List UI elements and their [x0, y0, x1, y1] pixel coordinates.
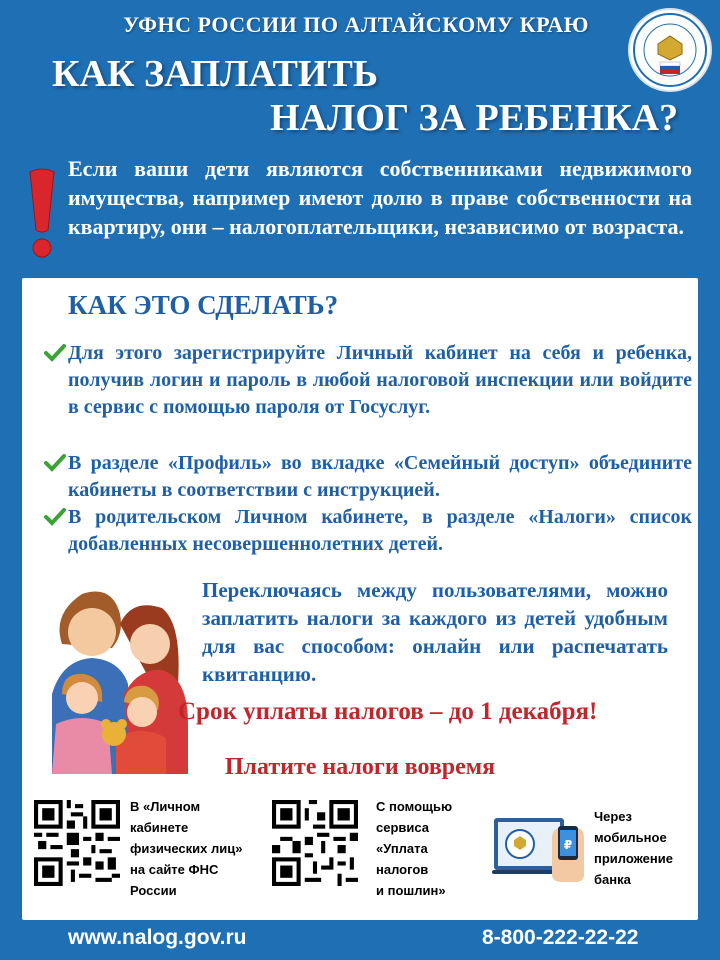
website-link[interactable]: www.nalog.gov.ru [68, 926, 247, 949]
step-item [44, 450, 692, 504]
step-text: Для этого зарегистрируйте Личный кабинет на себя и ребенка, получив логин и пароль в любой налоговой инспекции или войдите в сервис с помощью пароля от Госуслуг. [68, 342, 692, 418]
qr-code-icon [272, 800, 358, 886]
page-title-line-1: КАК ЗАПЛАТИТЬ [52, 53, 378, 95]
option-label-mobile-bank: Через мобильное приложение банка [594, 809, 673, 887]
check-icon [44, 508, 66, 526]
page-title-line-2: НАЛОГ ЗА РЕБЕНКА? [270, 97, 679, 139]
check-icon [44, 344, 66, 362]
step-item [44, 504, 692, 558]
check-icon [44, 454, 66, 472]
option-label-personal-account: В «Личном кабинете физических лиц» на сайте ФНС России [130, 799, 243, 898]
exclamation-icon [24, 168, 60, 260]
pay-on-time-text: Платите налоги вовремя [224, 754, 496, 780]
main-content-panel [22, 278, 698, 920]
switch-users-text: Переключаясь между пользователями, можно заплатить налоги за каждого из детей удобным для вас способом: онлайн или распечатать квитанцию. [202, 578, 668, 686]
mobile-bank-icon [492, 808, 588, 884]
phone-number[interactable]: 8-800-222-22-22 [482, 926, 639, 949]
svg-text:₽: ₽ [563, 838, 573, 852]
family-illustration [32, 574, 192, 774]
organization-name: УФНС РОССИИ ПО АЛТАЙСКОМУ КРАЮ [123, 12, 589, 37]
step-text: В разделе «Профиль» во вкладке «Семейный доступ» объедините кабинеты в соответствии с инструкцией. [68, 452, 692, 501]
step-item [44, 340, 692, 421]
how-to-heading: КАК ЭТО СДЕЛАТЬ? [68, 290, 339, 320]
step-text: В родительском Личном кабинете, в разделе «Налоги» список добавленных несовершеннолетних детей. [68, 506, 692, 555]
fns-emblem-logo [628, 8, 712, 92]
qr-code-icon [34, 800, 120, 886]
intro-text: Если ваши дети являются собственниками недвижимого имущества, например имеют долю в праве собственности на квартиру, они – налогоплательщики, независимо от возраста. [68, 156, 692, 239]
deadline-text: Срок уплаты налогов – до 1 декабря! [178, 698, 598, 725]
option-label-payment-service: С помощью сервиса «Уплата налогов и пошлин» [376, 799, 453, 898]
